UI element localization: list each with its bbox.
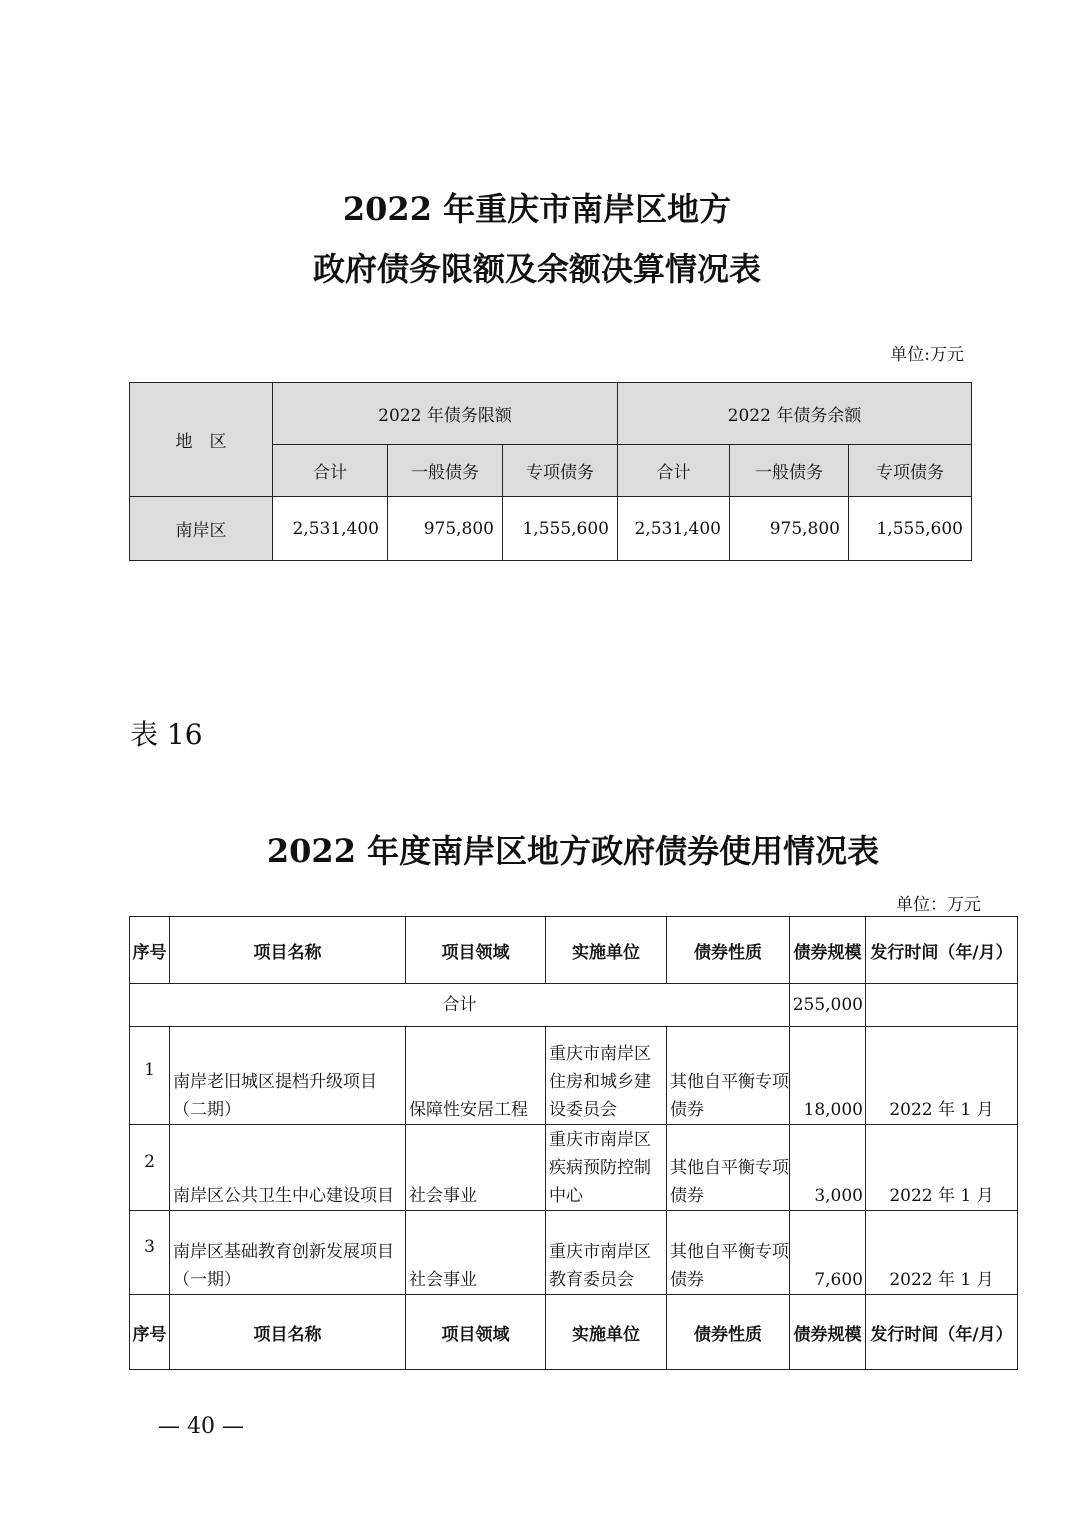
header-seq: 序号 [130, 917, 170, 984]
debt-limit-balance-table [129, 382, 972, 561]
row-seq: 1 [130, 1027, 170, 1125]
row-amount: 18,000 [790, 1027, 866, 1125]
table-row [130, 1027, 1018, 1125]
header-nature: 债券性质 [667, 917, 790, 984]
budget-table-title [0, 186, 1074, 306]
table-row [130, 1211, 1018, 1295]
header-sub: 一般债务 [388, 445, 503, 497]
row-unit: 重庆市南岸区疾病预防控制中心 [546, 1125, 667, 1211]
page-number: — 40 — [158, 1414, 244, 1439]
value-cell: 2,531,400 [273, 497, 388, 561]
header-balance-group: 2022 年债务余额 [618, 383, 972, 445]
unit-label-2: 单位：万元 [896, 895, 981, 915]
header-limit-group: 2022 年债务限额 [273, 383, 618, 445]
table-row [130, 1125, 1018, 1211]
bond-usage-table-title: 2022 年度南岸区地方政府债券使用情况表 [266, 832, 880, 870]
header-date-repeat: 发行时间（年/月） [866, 1295, 1018, 1370]
title-line-1: 2022 年重庆市南岸区地方 [342, 190, 732, 228]
header-seq-repeat: 序号 [130, 1295, 170, 1370]
value-cell: 975,800 [730, 497, 849, 561]
value-cell: 1,555,600 [849, 497, 972, 561]
unit-label: 单位:万元 [890, 345, 964, 365]
header-sub: 合计 [273, 445, 388, 497]
header-field: 项目领域 [406, 917, 546, 984]
row-unit: 重庆市南岸区住房和城乡建设委员会 [546, 1027, 667, 1125]
row-date: 2022 年 1 月 [866, 1211, 1018, 1295]
row-name: 南岸区公共卫生中心建设项目 [170, 1125, 406, 1211]
header-date: 发行时间（年/月） [866, 917, 1018, 984]
row-amount: 3,000 [790, 1125, 866, 1211]
row-date: 2022 年 1 月 [866, 1125, 1018, 1211]
row-amount: 7,600 [790, 1211, 866, 1295]
title-line-2: 政府债务限额及余额决算情况表 [312, 250, 761, 288]
row-field: 保障性安居工程 [406, 1027, 546, 1125]
header-sub: 专项债务 [503, 445, 618, 497]
header-unit-repeat: 实施单位 [546, 1295, 667, 1370]
header-sub: 专项债务 [849, 445, 972, 497]
total-amount: 255,000 [790, 984, 866, 1027]
header-field-repeat: 项目领域 [406, 1295, 546, 1370]
value-cell: 1,555,600 [503, 497, 618, 561]
header-amount: 债券规模 [790, 917, 866, 984]
row-nature: 其他自平衡专项债券 [667, 1125, 790, 1211]
header-name-repeat: 项目名称 [170, 1295, 406, 1370]
total-label: 合计 [130, 984, 790, 1027]
value-cell: 975,800 [388, 497, 503, 561]
table-number-label: 表 16 [130, 718, 203, 751]
row-date: 2022 年 1 月 [866, 1027, 1018, 1125]
row-seq: 3 [130, 1211, 170, 1295]
header-sub: 合计 [618, 445, 730, 497]
row-name: 南岸老旧城区提档升级项目（二期） [170, 1027, 406, 1125]
row-unit: 重庆市南岸区教育委员会 [546, 1211, 667, 1295]
header-sub: 一般债务 [730, 445, 849, 497]
header-unit: 实施单位 [546, 917, 667, 984]
row-name: 南岸区基础教育创新发展项目（一期） [170, 1211, 406, 1295]
row-seq: 2 [130, 1125, 170, 1211]
bond-usage-table [129, 916, 1018, 1370]
row-field: 社会事业 [406, 1211, 546, 1295]
total-date-empty [866, 984, 1018, 1027]
row-field: 社会事业 [406, 1125, 546, 1211]
header-region: 地 区 [130, 383, 273, 497]
header-nature-repeat: 债券性质 [667, 1295, 790, 1370]
header-name: 项目名称 [170, 917, 406, 984]
row-nature: 其他自平衡专项债券 [667, 1027, 790, 1125]
region-cell: 南岸区 [130, 497, 273, 561]
header-amount-repeat: 债券规模 [790, 1295, 866, 1370]
value-cell: 2,531,400 [618, 497, 730, 561]
row-nature: 其他自平衡专项债券 [667, 1211, 790, 1295]
